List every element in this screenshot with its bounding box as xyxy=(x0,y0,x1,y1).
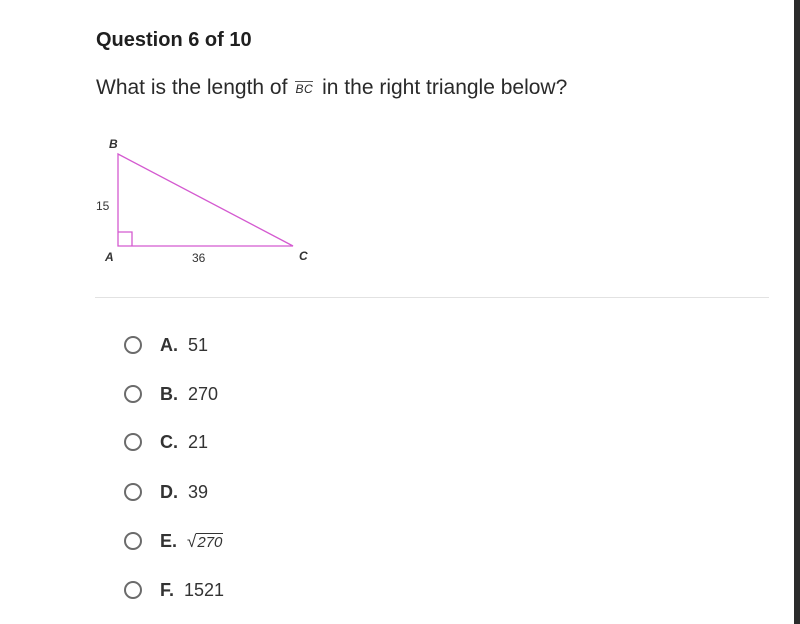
side-ac-label: 36 xyxy=(192,251,206,265)
radio-button[interactable] xyxy=(124,336,142,354)
radicand: 270 xyxy=(197,533,223,551)
choice-value: 270 xyxy=(188,383,219,404)
choice-d[interactable] xyxy=(124,479,208,505)
choice-b[interactable] xyxy=(124,381,218,407)
prompt-text-after: in the right triangle below? xyxy=(322,76,568,99)
radio-button[interactable] xyxy=(124,483,142,501)
choice-letter: B. xyxy=(160,383,178,404)
radical-sign-icon: √ xyxy=(187,531,197,551)
right-angle-marker xyxy=(118,232,132,246)
prompt-text-before: What is the length of xyxy=(96,76,288,99)
choice-a[interactable] xyxy=(124,332,208,358)
choice-f[interactable] xyxy=(124,577,224,603)
side-ab-label: 15 xyxy=(96,199,110,213)
vertex-c-label: C xyxy=(299,249,308,263)
choice-letter: E. xyxy=(160,530,178,551)
radio-button[interactable] xyxy=(124,433,142,451)
question-prompt xyxy=(96,76,567,100)
choice-value: 1521 xyxy=(184,579,225,600)
radio-button[interactable] xyxy=(124,385,142,403)
choice-letter: A. xyxy=(160,334,178,355)
choice-letter: F. xyxy=(160,579,175,600)
radio-button[interactable] xyxy=(124,532,142,550)
triangle-outline xyxy=(118,154,293,246)
vertex-a-label: A xyxy=(105,250,114,264)
choice-letter: C. xyxy=(160,431,178,452)
choice-e[interactable] xyxy=(124,528,223,554)
question-counter: Question 6 of 10 xyxy=(96,29,252,51)
vertex-b-label: B xyxy=(109,137,118,151)
choice-value: 51 xyxy=(188,334,209,355)
choice-c[interactable] xyxy=(124,429,208,455)
divider xyxy=(95,297,769,298)
choice-value: 39 xyxy=(188,481,209,502)
right-triangle-figure xyxy=(80,128,340,278)
choice-value: 21 xyxy=(188,431,209,452)
choice-letter: D. xyxy=(160,481,178,502)
square-root-expression xyxy=(187,533,223,550)
radio-button[interactable] xyxy=(124,581,142,599)
segment-notation: BC xyxy=(295,82,314,96)
